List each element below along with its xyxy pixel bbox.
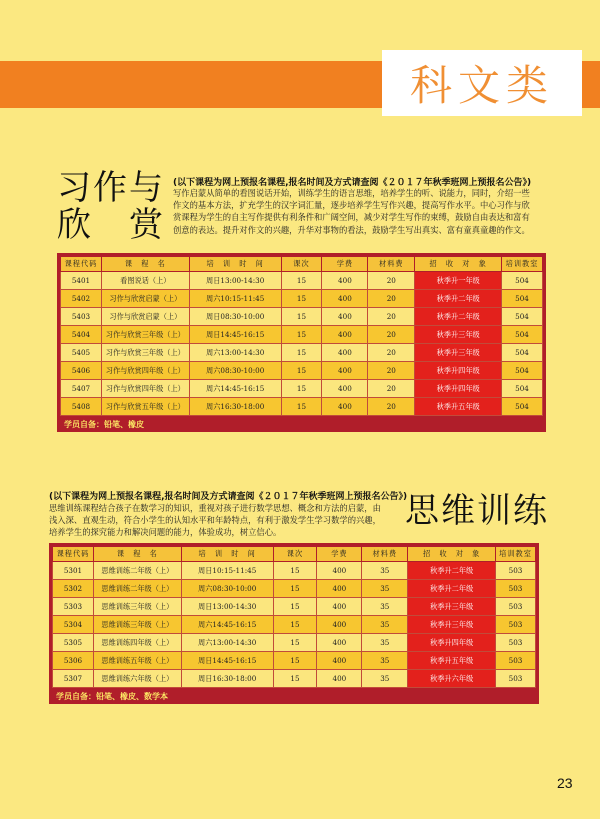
table-cell: 秋季升五年级	[415, 398, 502, 416]
column-header: 学费	[322, 257, 368, 272]
table-cell: 400	[322, 272, 368, 290]
registration-notice: (以下课程为网上预报名课程,报名时间及方式请查阅《２０１７年秋季班网上预报名公告》)	[173, 178, 532, 188]
table-cell: 5402	[61, 290, 102, 308]
table-cell: 5304	[53, 616, 94, 634]
column-header: 课程代码	[61, 257, 102, 272]
table-cell: 5401	[61, 272, 102, 290]
table-cell: 秋季升三年级	[408, 598, 496, 616]
table-cell: 习作与欣赏三年级（上）	[101, 344, 189, 362]
table-cell: 5403	[61, 308, 102, 326]
column-header: 课 程 名	[93, 547, 181, 562]
table-cell: 5303	[53, 598, 94, 616]
course-table-thinking	[49, 543, 539, 704]
table-cell: 周六13:00-14:30	[189, 344, 281, 362]
section-title-line-1: 习作与	[57, 168, 165, 208]
table-row	[53, 580, 536, 598]
table-cell: 20	[368, 380, 415, 398]
table-cell: 周六08:30-10:00	[181, 580, 273, 598]
table-cell: 35	[362, 580, 408, 598]
table-cell: 15	[273, 652, 317, 670]
table-cell: 400	[317, 616, 362, 634]
table-cell: 400	[322, 290, 368, 308]
table-cell: 周日10:15-11:45	[181, 562, 273, 580]
table-cell: 秋季升二年级	[408, 580, 496, 598]
table-cell: 思维训练六年级（上）	[93, 670, 181, 688]
column-header: 招 收 对 象	[408, 547, 496, 562]
table-cell: 15	[281, 344, 322, 362]
table-body	[53, 562, 536, 688]
table-cell: 秋季升三年级	[415, 344, 502, 362]
table-cell: 504	[502, 272, 543, 290]
table-row	[61, 362, 543, 380]
table-cell: 习作与欣赏四年级（上）	[101, 362, 189, 380]
table-row	[53, 652, 536, 670]
section-title-thinking: 思维训练	[405, 491, 549, 531]
table-cell: 周日08:30-10:00	[189, 308, 281, 326]
table-cell: 15	[273, 616, 317, 634]
table-cell: 20	[368, 398, 415, 416]
table-cell: 35	[362, 634, 408, 652]
table-cell: 20	[368, 272, 415, 290]
table-header-row	[53, 547, 536, 562]
table-cell: 20	[368, 326, 415, 344]
table-cell: 周六16:30-18:00	[189, 398, 281, 416]
column-header: 材料费	[368, 257, 415, 272]
table-cell: 周六13:00-14:30	[181, 634, 273, 652]
column-header: 培训教室	[502, 257, 543, 272]
table-cell: 35	[362, 670, 408, 688]
desc-line: 培养学生的探究能力和解决问题的能力，体验成功，树立信心。	[49, 527, 282, 538]
table-cell: 周六14:45-16:15	[189, 380, 281, 398]
table-cell: 400	[317, 562, 362, 580]
table-cell: 15	[281, 362, 322, 380]
table-cell: 400	[322, 380, 368, 398]
table-cell: 400	[317, 598, 362, 616]
table-cell: 400	[322, 398, 368, 416]
table-cell: 秋季升四年级	[408, 634, 496, 652]
table-cell: 35	[362, 652, 408, 670]
column-header: 学费	[317, 547, 362, 562]
table-cell: 5408	[61, 398, 102, 416]
table-cell: 20	[368, 344, 415, 362]
table-cell: 503	[496, 670, 536, 688]
table-row	[53, 598, 536, 616]
table-cell: 15	[281, 398, 322, 416]
table-cell: 400	[322, 344, 368, 362]
table-cell: 习作与欣赏启蒙（上）	[101, 290, 189, 308]
section-title-line-2: 欣 赏	[57, 205, 165, 245]
table-row	[53, 562, 536, 580]
table-cell: 20	[368, 362, 415, 380]
column-header: 培训教室	[496, 547, 536, 562]
table-cell: 周日14:45-16:15	[189, 326, 281, 344]
table-cell: 15	[273, 562, 317, 580]
table-cell: 周日14:45-16:15	[181, 652, 273, 670]
table-row	[53, 616, 536, 634]
table-cell: 15	[273, 670, 317, 688]
table-cell: 400	[322, 326, 368, 344]
table-cell: 秋季升二年级	[415, 290, 502, 308]
table-row	[61, 326, 543, 344]
table-cell: 504	[502, 398, 543, 416]
table-row	[61, 398, 543, 416]
table-cell: 503	[496, 598, 536, 616]
table-cell: 习作与欣赏五年级（上）	[101, 398, 189, 416]
table-cell: 20	[368, 290, 415, 308]
table-cell: 5407	[61, 380, 102, 398]
table-cell: 看图说话（上）	[101, 272, 189, 290]
table-cell: 504	[502, 326, 543, 344]
course-table-writing	[57, 253, 546, 432]
table-cell: 20	[368, 308, 415, 326]
table-cell: 15	[281, 272, 322, 290]
table-cell: 秋季升四年级	[415, 362, 502, 380]
table-cell: 思维训练三年级（上）	[93, 598, 181, 616]
table-cell: 400	[317, 580, 362, 598]
section-title-writing	[57, 170, 165, 244]
table-cell: 秋季升二年级	[408, 562, 496, 580]
table-cell: 秋季升三年级	[408, 616, 496, 634]
table-cell: 504	[502, 308, 543, 326]
table-cell: 习作与欣赏四年级（上）	[101, 380, 189, 398]
table-cell: 周日16:30-18:00	[181, 670, 273, 688]
table-cell: 15	[273, 634, 317, 652]
column-header: 课次	[281, 257, 322, 272]
table-cell: 15	[273, 598, 317, 616]
desc-line: 创意的表达。提升对作文的兴趣，升华对事物的看法，鼓励学生写出真实、富有童真童趣的作文。	[173, 224, 530, 235]
table-row	[61, 344, 543, 362]
table-row	[61, 308, 543, 326]
table-cell: 400	[322, 308, 368, 326]
table-row	[61, 272, 543, 290]
table-cell: 5305	[53, 634, 94, 652]
table-cell: 15	[281, 326, 322, 344]
table-cell: 35	[362, 598, 408, 616]
table-cell: 35	[362, 562, 408, 580]
supplies-note-2: 学员自备：铅笔、橡皮、数学本	[52, 688, 536, 704]
column-header: 培 训 时 间	[181, 547, 273, 562]
table-cell: 思维训练二年级（上）	[93, 580, 181, 598]
column-header: 课次	[273, 547, 317, 562]
table-cell: 5404	[61, 326, 102, 344]
table-cell: 思维训练三年级（上）	[93, 616, 181, 634]
table-cell: 周六10:15-11:45	[189, 290, 281, 308]
category-title: 科文类	[382, 50, 582, 116]
table-cell: 秋季升五年级	[408, 652, 496, 670]
table-cell: 35	[362, 616, 408, 634]
table-cell: 思维训练二年级（上）	[93, 562, 181, 580]
supplies-note: 学员自备：铅笔、橡皮	[60, 416, 543, 432]
table-cell: 15	[281, 290, 322, 308]
table-cell: 5307	[53, 670, 94, 688]
table-cell: 习作与欣赏三年级（上）	[101, 326, 189, 344]
table-cell: 5301	[53, 562, 94, 580]
table-cell: 周日13:00-14:30	[181, 598, 273, 616]
table-cell: 秋季升四年级	[415, 380, 502, 398]
table-row	[61, 290, 543, 308]
table-cell: 5306	[53, 652, 94, 670]
course-description	[173, 187, 543, 236]
table-row	[53, 670, 536, 688]
table-cell: 503	[496, 616, 536, 634]
table-cell: 504	[502, 362, 543, 380]
course-description-2	[49, 502, 399, 539]
desc-line: 思维训练课程结合孩子在数学习的知识，重视对孩子进行数学思想、概念和方法的启蒙，由	[49, 503, 381, 513]
column-header: 招 收 对 象	[415, 257, 502, 272]
table-cell: 400	[317, 634, 362, 652]
column-header: 材料费	[362, 547, 408, 562]
page-number: 23	[557, 775, 573, 791]
table-cell: 503	[496, 652, 536, 670]
table-cell: 503	[496, 580, 536, 598]
table-cell: 思维训练四年级（上）	[93, 634, 181, 652]
column-header: 课程代码	[53, 547, 94, 562]
table-cell: 周六14:45-16:15	[181, 616, 273, 634]
table-cell: 15	[281, 380, 322, 398]
table-cell: 400	[317, 652, 362, 670]
table-body	[61, 272, 543, 416]
table-cell: 5406	[61, 362, 102, 380]
column-header: 培 训 时 间	[189, 257, 281, 272]
desc-line: 赏课程为学生的自主写作提供有利条件和广阔空间，减少对学生写作的束缚，鼓励自由表达和富有	[173, 212, 530, 223]
registration-notice-2: (以下课程为网上预报名课程,报名时间及方式请查阅《２０１７年秋季班网上预报名公告》)	[49, 492, 408, 502]
table-cell: 秋季升六年级	[408, 670, 496, 688]
table-cell: 5405	[61, 344, 102, 362]
desc-line: 浅入深、直观生动，符合小学生的认知水平和年龄特点，有利于激发学生学习数学的兴趣，	[49, 515, 381, 526]
table-row	[61, 380, 543, 398]
table-cell: 15	[273, 580, 317, 598]
desc-line: 写作启蒙从简单的看图说话开始，训练学生的语言思维，培养学生的听、说能力，同时，介绍一些	[173, 188, 530, 198]
table-cell: 5302	[53, 580, 94, 598]
table-cell: 503	[496, 634, 536, 652]
table-cell: 秋季升二年级	[415, 308, 502, 326]
table-cell: 504	[502, 344, 543, 362]
column-header: 课 程 名	[101, 257, 189, 272]
table-cell: 周日13:00-14:30	[189, 272, 281, 290]
table-header-row	[61, 257, 543, 272]
table-cell: 习作与欣赏启蒙（上）	[101, 308, 189, 326]
table-cell: 400	[317, 670, 362, 688]
table-cell: 秋季升三年级	[415, 326, 502, 344]
table-cell: 秋季升一年级	[415, 272, 502, 290]
table-cell: 思维训练五年级（上）	[93, 652, 181, 670]
table-cell: 15	[281, 308, 322, 326]
desc-line: 作文的基本方法，扩充学生的汉字词汇量，逐步培养学生写作兴趣，提高写作水平。中心习作与欣	[173, 200, 530, 211]
table-cell: 400	[322, 362, 368, 380]
table-cell: 504	[502, 380, 543, 398]
table-row	[53, 634, 536, 652]
table-cell: 503	[496, 562, 536, 580]
table-cell: 周六08:30-10:00	[189, 362, 281, 380]
table-cell: 504	[502, 290, 543, 308]
